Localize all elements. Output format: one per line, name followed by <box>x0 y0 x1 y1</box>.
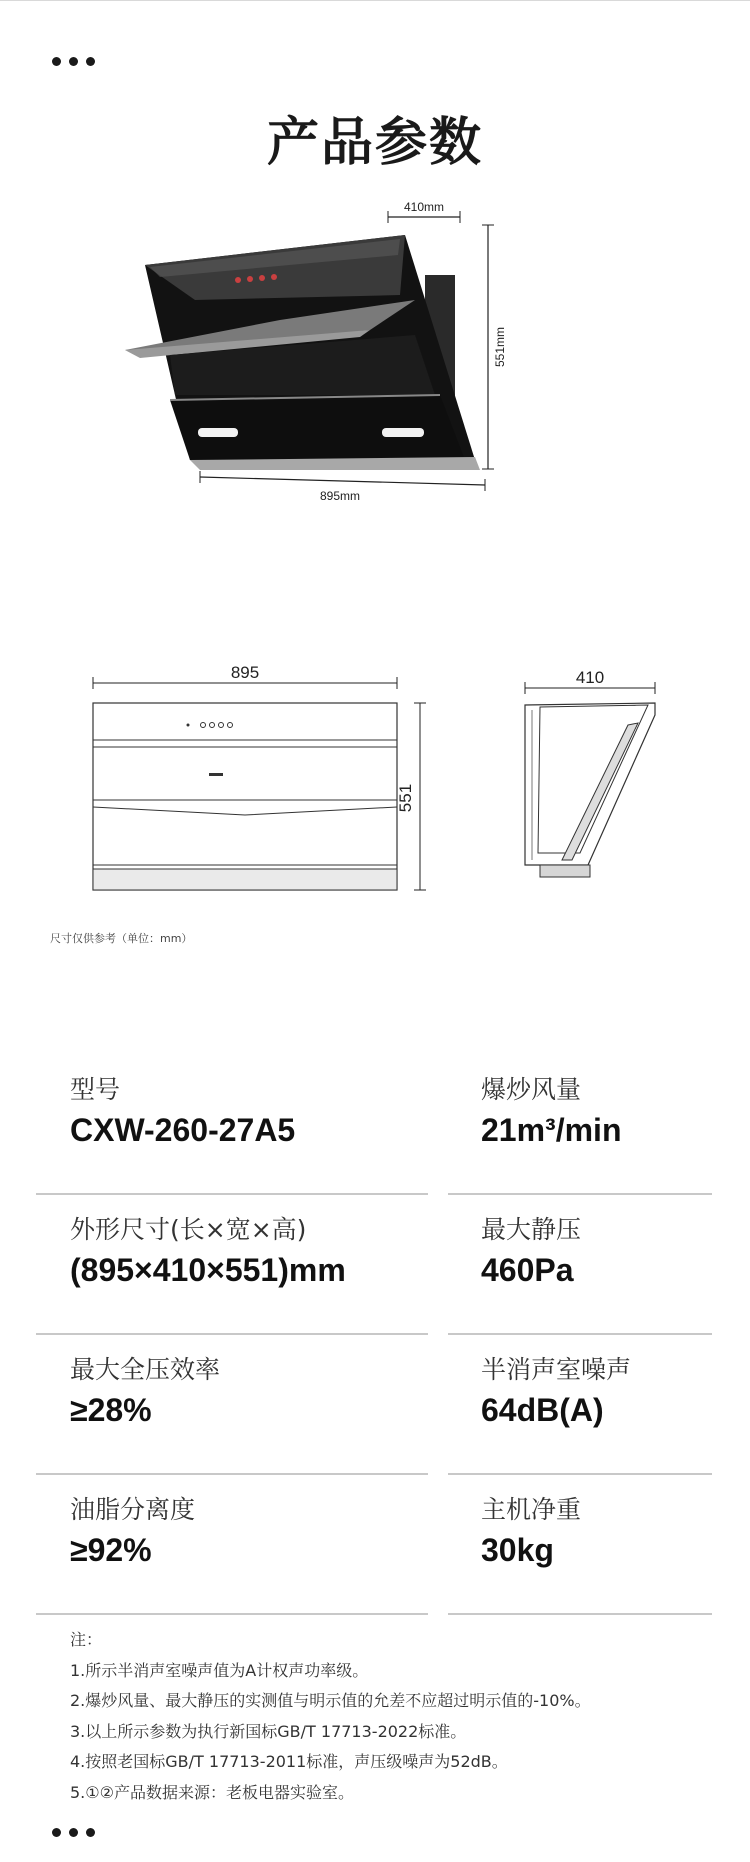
spec-row <box>36 1195 712 1335</box>
spec-row <box>36 1055 712 1195</box>
more-dots-icon <box>52 1828 95 1837</box>
spec-value: 460Pa <box>481 1252 574 1288</box>
spec-label: 型号 <box>70 1075 121 1104</box>
notes-heading: 注： <box>70 1630 103 1649</box>
front-view-drawing <box>85 665 435 910</box>
note-item: 3.以上所示参数为执行新国标GB/T 17713-2022标准。 <box>70 1721 467 1741</box>
spec-cell-model <box>36 1055 446 1195</box>
spec-table <box>36 1055 712 1615</box>
front-height-label: 551 <box>396 783 415 813</box>
spec-label: 外形尺寸(长×宽×高) <box>70 1215 307 1244</box>
divider <box>448 1613 712 1615</box>
spec-value: (895×410×551)mm <box>70 1252 346 1288</box>
more-dots-icon <box>52 57 95 66</box>
spec-cell-net-weight <box>448 1475 712 1615</box>
spec-cell-dimensions <box>36 1195 446 1335</box>
spec-row <box>36 1475 712 1615</box>
spec-value: CXW-260-27A5 <box>70 1112 296 1148</box>
note-item: 4.按照老国标GB/T 17713-2011标准，声压级噪声为52dB。 <box>70 1752 508 1771</box>
spec-cell-static-pressure <box>448 1195 712 1335</box>
spec-label: 半消声室噪声 <box>481 1355 632 1384</box>
notes <box>70 1625 591 1808</box>
spec-value: 30kg <box>481 1532 554 1568</box>
note-item: 5.①②产品数据来源：老板电器实验室。 <box>70 1782 354 1802</box>
divider <box>36 1613 428 1615</box>
hero-height-label: 551mm <box>493 326 507 368</box>
side-depth-label: 410 <box>575 668 605 687</box>
spec-row <box>36 1335 712 1475</box>
spec-label: 爆炒风量 <box>481 1075 582 1104</box>
note-item: 2.爆炒风量、最大静压的实测值与明示值的允差不应超过明示值的-10%。 <box>70 1691 591 1710</box>
side-view-drawing <box>510 665 695 910</box>
spec-cell-efficiency <box>36 1335 446 1475</box>
top-divider <box>0 0 750 1</box>
spec-cell-airflow <box>448 1055 712 1195</box>
spec-label: 油脂分离度 <box>70 1495 196 1524</box>
spec-cell-noise <box>448 1335 712 1475</box>
spec-label: 最大静压 <box>481 1215 582 1244</box>
spec-value: 21m³/min <box>481 1112 622 1148</box>
spec-label: 最大全压效率 <box>70 1355 221 1384</box>
dimension-note: 尺寸仅供参考（单位：mm） <box>50 932 193 945</box>
spec-value: ≥92% <box>70 1532 152 1568</box>
spec-label: 主机净重 <box>481 1495 582 1524</box>
note-item: 1.所示半消声室噪声值为A计权声功率级。 <box>70 1660 369 1680</box>
hero-width-label: 410mm <box>403 200 445 214</box>
hero-length-label: 895mm <box>320 489 361 503</box>
range-hood-illustration <box>130 200 600 610</box>
spec-cell-grease-separation <box>36 1475 446 1615</box>
spec-value: ≥28% <box>70 1392 152 1428</box>
page-title: 产品参数 <box>266 113 483 173</box>
spec-value: 64dB(A) <box>481 1392 604 1428</box>
front-width-label: 895 <box>230 663 260 682</box>
